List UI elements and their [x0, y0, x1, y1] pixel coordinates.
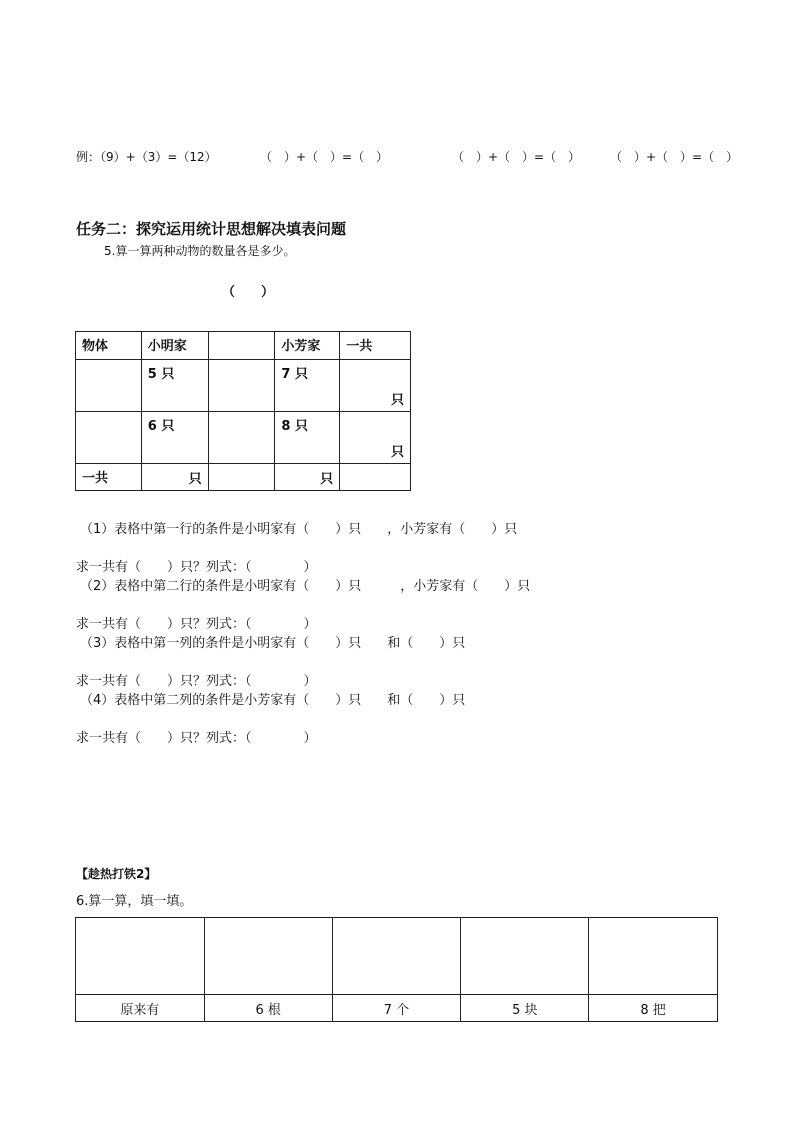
stats-table [75, 331, 411, 491]
quantity-cell: 6 根 [204, 995, 332, 1022]
header-cell: 小芳家 [275, 332, 340, 360]
question-line-4[interactable]: （4）表格中第二列的条件是小芳家有（ ）只 和（ ）只 [80, 693, 466, 708]
stats-row-2 [76, 412, 411, 464]
table-cell: 8 只 [275, 412, 340, 464]
table-cell[interactable] [208, 412, 275, 464]
section3-title: 【趁热打铁2】 [76, 867, 157, 881]
quantity-cell: 7 个 [332, 995, 461, 1022]
stats-header-row [76, 332, 411, 360]
header-cell: 小明家 [141, 332, 208, 360]
question-5: 5.算一算两种动物的数量各是多少。 [104, 244, 296, 258]
fill-bottom-row [76, 995, 718, 1022]
picture-cell[interactable] [76, 918, 205, 995]
header-cell: 物体 [76, 332, 142, 360]
table-cell[interactable] [76, 412, 142, 464]
table-cell[interactable] [340, 464, 411, 491]
stats-total-row [76, 464, 411, 491]
quantity-cell: 5 块 [461, 995, 589, 1022]
picture-cell[interactable] [589, 918, 718, 995]
table-cell[interactable]: 只 [275, 464, 340, 491]
table-cell: 6 只 [141, 412, 208, 464]
task2-heading: 任务二：探究运用统计思想解决填表问题 [76, 220, 347, 238]
table-cell[interactable]: 只 [340, 360, 411, 412]
table-cell[interactable]: 只 [340, 412, 411, 464]
picture-cell[interactable] [461, 918, 589, 995]
table-cell: 7 只 [275, 360, 340, 412]
question-line-1[interactable]: （1）表格中第一行的条件是小明家有（ ）只 ，小芳家有（ ）只 [80, 522, 518, 537]
table-title-blank[interactable]: （ ） [222, 285, 275, 300]
table-cell[interactable]: 只 [141, 464, 208, 491]
picture-cell[interactable] [204, 918, 332, 995]
equation-blank-1[interactable]: （ ）+（ ）=（ ） [260, 150, 389, 164]
header-cell[interactable] [208, 332, 275, 360]
table-cell[interactable] [208, 464, 275, 491]
question-line-3[interactable]: （3）表格中第一列的条件是小明家有（ ）只 和（ ）只 [80, 636, 466, 651]
picture-cell[interactable] [332, 918, 461, 995]
question-line-2[interactable]: （2）表格中第二行的条件是小明家有（ ）只 ，小芳家有（ ）只 [80, 579, 531, 594]
fill-table [75, 917, 718, 1022]
table-cell[interactable] [208, 360, 275, 412]
header-cell: 一共 [340, 332, 411, 360]
example-equation: 例：（9）+（3）=（12） [76, 150, 217, 164]
equation-blank-2[interactable]: （ ）+（ ）=（ ） [452, 150, 581, 164]
question-6: 6.算一算，填一填。 [76, 894, 193, 909]
equation-blank-3[interactable]: （ ）+（ ）=（ ） [610, 150, 739, 164]
table-cell: 一共 [76, 464, 142, 491]
stats-row-1 [76, 360, 411, 412]
fill-top-row [76, 918, 718, 995]
table-cell[interactable] [76, 360, 142, 412]
question-ask-1[interactable]: 求一共有（ ）只？列式：（ ） [76, 560, 317, 575]
original-label-cell: 原来有 [76, 995, 205, 1022]
table-cell: 5 只 [141, 360, 208, 412]
quantity-cell: 8 把 [589, 995, 718, 1022]
question-ask-3[interactable]: 求一共有（ ）只？列式：（ ） [76, 674, 317, 689]
question-ask-2[interactable]: 求一共有（ ）只？列式：（ ） [76, 617, 317, 632]
question-ask-4[interactable]: 求一共有（ ）只？列式：（ ） [76, 731, 317, 746]
